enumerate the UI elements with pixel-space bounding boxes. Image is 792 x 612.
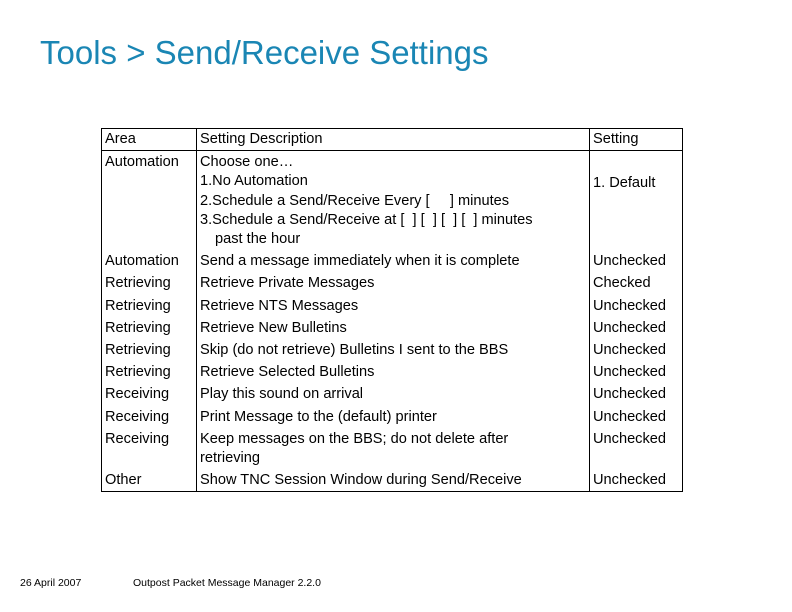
- setting-cell: Unchecked: [590, 383, 683, 405]
- description-cell: Retrieve New Bulletins: [197, 317, 590, 339]
- settings-table: [101, 128, 683, 492]
- area-cell: Receiving: [102, 383, 197, 405]
- setting-cell: Unchecked: [590, 317, 683, 339]
- description-line: Keep messages on the BBS; do not delete after: [200, 430, 509, 447]
- description-line: 2.Schedule a Send/Receive Every [ ] minutes: [200, 192, 510, 209]
- area-cell: Other: [102, 469, 197, 492]
- table-row: [102, 272, 683, 294]
- area-cell: Retrieving: [102, 295, 197, 317]
- description-cell: Print Message to the (default) printer: [197, 406, 590, 428]
- area-cell: Receiving: [102, 428, 197, 469]
- description-cell: Retrieve Private Messages: [197, 272, 590, 294]
- table-row: [102, 361, 683, 383]
- description-line: 1.No Automation: [200, 173, 308, 190]
- area-cell: Automation: [102, 151, 197, 251]
- setting-value: 1. Default: [593, 174, 656, 191]
- setting-cell: Unchecked: [590, 428, 683, 469]
- table-row: [102, 250, 683, 272]
- description-line: Choose one…: [200, 154, 294, 171]
- description-cell: [197, 151, 590, 251]
- area-cell: Receiving: [102, 406, 197, 428]
- setting-cell: Unchecked: [590, 339, 683, 361]
- description-line: retrieving: [200, 450, 261, 467]
- description-cell: Show TNC Session Window during Send/Receive: [197, 469, 590, 492]
- setting-cell: Checked: [590, 272, 683, 294]
- description-cell: [197, 428, 590, 469]
- table-row: [102, 383, 683, 405]
- table-body: [102, 151, 683, 492]
- table-row: [102, 469, 683, 492]
- description-line: past the hour: [215, 231, 301, 248]
- table-row: [102, 406, 683, 428]
- area-cell: Automation: [102, 250, 197, 272]
- header-area: Area: [102, 129, 197, 151]
- header-setting: Setting: [590, 129, 683, 151]
- footer-date: 26 April 2007: [20, 577, 82, 589]
- area-cell: Retrieving: [102, 272, 197, 294]
- table-row: [102, 295, 683, 317]
- description-line: 3.Schedule a Send/Receive at [ ] [ ] [ ] [ ] minutes: [200, 211, 533, 228]
- setting-cell: Unchecked: [590, 295, 683, 317]
- setting-cell: Unchecked: [590, 469, 683, 492]
- setting-cell: [590, 151, 683, 251]
- footer-product-name: Outpost Packet Message Manager 2.2.0: [133, 577, 321, 589]
- table-row: [102, 151, 683, 251]
- description-cell: Retrieve NTS Messages: [197, 295, 590, 317]
- area-cell: Retrieving: [102, 339, 197, 361]
- setting-cell: Unchecked: [590, 406, 683, 428]
- description-cell: Retrieve Selected Bulletins: [197, 361, 590, 383]
- area-cell: Retrieving: [102, 361, 197, 383]
- description-cell: Skip (do not retrieve) Bulletins I sent to the BBS: [197, 339, 590, 361]
- setting-cell: Unchecked: [590, 250, 683, 272]
- table-row: [102, 339, 683, 361]
- description-cell: Send a message immediately when it is complete: [197, 250, 590, 272]
- area-cell: Retrieving: [102, 317, 197, 339]
- table-row: [102, 317, 683, 339]
- description-cell: Play this sound on arrival: [197, 383, 590, 405]
- header-description: Setting Description: [197, 129, 590, 151]
- table-header-row: [102, 129, 683, 151]
- slide-title: Tools > Send/Receive Settings: [40, 34, 489, 71]
- table-header: [102, 129, 683, 151]
- setting-cell: Unchecked: [590, 361, 683, 383]
- table-row: [102, 428, 683, 469]
